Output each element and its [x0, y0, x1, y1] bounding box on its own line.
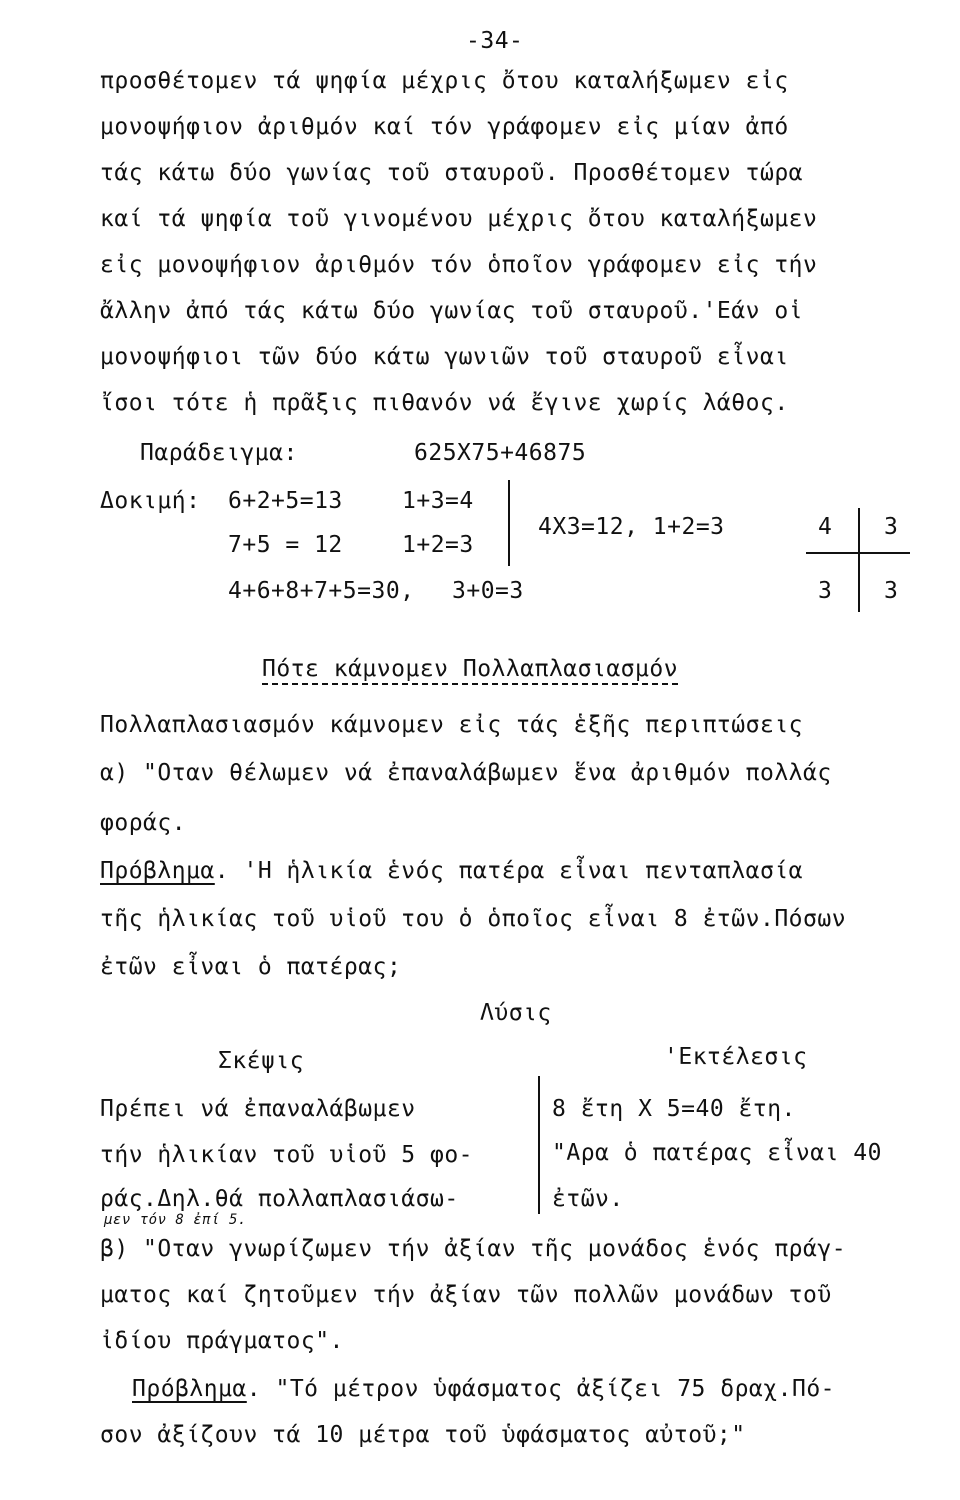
- solution-right-title: 'Εκτέλεσις: [664, 1044, 808, 1070]
- intro-line: καί τά ψηφία τοῦ γινομένου μέχρις ὄτου καταλήξωμεν: [100, 206, 818, 232]
- solution-left-title: Σκέψις: [218, 1048, 305, 1074]
- intro-line: μονοψήφιον ἀριθμόν καί τόν γράφομεν εἰς μίαν ἀπό: [100, 114, 789, 140]
- case-b-line: ματος καί ζητοῦμεν τήν ἀξίαν τῶν πολλῶν μονάδων τοῦ: [100, 1282, 832, 1308]
- cross-top-right: 3: [884, 514, 899, 540]
- check-row-sum: 6+2+5=13: [228, 488, 343, 514]
- solution-title: Λύσις: [480, 1000, 552, 1026]
- check-row-sum: 7+5 = 12: [228, 532, 343, 558]
- example-expression: 625X75+46875: [414, 440, 587, 466]
- solution-left-line: Πρέπει νά ἐπαναλάβωμεν: [100, 1096, 416, 1122]
- cross-bottom-left: 3: [818, 578, 833, 604]
- section-line: φοράς.: [100, 810, 187, 836]
- intro-line: προσθέτομεν τά ψηφία μέχρις ὄτου καταλήξωμεν εἰς: [100, 68, 789, 94]
- check-label: Δοκιμή:: [100, 488, 201, 514]
- solution-right-line: "Αρα ὁ πατέρας εἶναι 40: [552, 1140, 882, 1166]
- section-title: Πότε κάμνομεν Πολλαπλασιασμόν: [262, 656, 679, 682]
- problem2-label: Πρόβλημα: [132, 1376, 247, 1402]
- problem2-text: . "Τό μέτρον ὑφάσματος ἀξίζει 75 δραχ.Πό-: [246, 1376, 836, 1402]
- example-divider: [508, 480, 510, 566]
- cross-vertical-line: [858, 508, 860, 612]
- check-row-sum: 4+6+8+7+5=30,: [228, 578, 415, 604]
- check-row-digit: 1+2=3: [402, 532, 474, 558]
- intro-line: μονοψήφιοι τῶν δύο κάτω γωνιῶν τοῦ σταυροῦ εἶναι: [100, 344, 789, 370]
- solution-right-line: ἐτῶν.: [552, 1186, 624, 1212]
- cross-horizontal-line: [806, 552, 910, 554]
- solution-divider: [538, 1076, 540, 1214]
- check-row-digit: 3+0=3: [452, 578, 524, 604]
- right-calculation: 4X3=12, 1+2=3: [538, 514, 725, 540]
- problem1-line: τῆς ἡλικίας τοῦ υἱοῦ του ὁ ὁποῖος εἶναι 8 ἐτῶν.Πόσων: [100, 906, 847, 932]
- problem1-text: . 'Η ἡλικία ἑνός πατέρα εἶναι πενταπλασία: [214, 858, 804, 884]
- problem1-label: Πρόβλημα: [100, 858, 215, 884]
- section-line: Πολλαπλασιασμόν κάμνομεν εἰς τάς ἑξῆς περιπτώσεις: [100, 712, 804, 738]
- intro-line: τάς κάτω δύο γωνίας τοῦ σταυροῦ. Προσθέτομεν τώρα: [100, 160, 804, 186]
- solution-left-note: μεν τόν 8 ἐπί 5.: [104, 1212, 247, 1228]
- case-b-line: β) "Οταν γνωρίζωμεν τήν ἀξίαν τῆς μονάδος ἑνός πράγ-: [100, 1236, 847, 1262]
- solution-left-line: ράς.Δηλ.θά πολλαπλασιάσω-: [100, 1186, 459, 1212]
- cross-bottom-right: 3: [884, 578, 899, 604]
- solution-right-line: 8 ἔτη X 5=40 ἔτη.: [552, 1096, 796, 1122]
- problem1-line: ἐτῶν εἶναι ὁ πατέρας;: [100, 954, 402, 980]
- intro-line: ἄλλην ἀπό τάς κάτω δύο γωνίας τοῦ σταυροῦ.'Εάν οἱ: [100, 298, 804, 324]
- example-label: Παράδειγμα:: [140, 440, 298, 466]
- section-line: α) "Οταν θέλωμεν νά ἐπαναλάβωμεν ἕνα ἀριθμόν πολλάς: [100, 760, 832, 786]
- intro-line: εἰς μονοψήφιον ἀριθμόν τόν ὁποῖον γράφομεν εἰς τήν: [100, 252, 818, 278]
- intro-line: ἴσοι τότε ἡ πρᾶξις πιθανόν νά ἔγινε χωρίς λάθος.: [100, 390, 789, 416]
- problem2-line: σον ἀξίζουν τά 10 μέτρα τοῦ ὑφάσματος αὐτοῦ;": [100, 1422, 746, 1448]
- case-b-line: ἰδίου πράγματος".: [100, 1328, 344, 1354]
- check-row-digit: 1+3=4: [402, 488, 474, 514]
- problem1-line: [100, 858, 803, 884]
- problem2-line: [132, 1376, 835, 1402]
- cross-top-left: 4: [818, 514, 833, 540]
- solution-left-line: τήν ἡλικίαν τοῦ υἱοῦ 5 φο-: [100, 1142, 474, 1168]
- page-number: -34-: [466, 28, 524, 54]
